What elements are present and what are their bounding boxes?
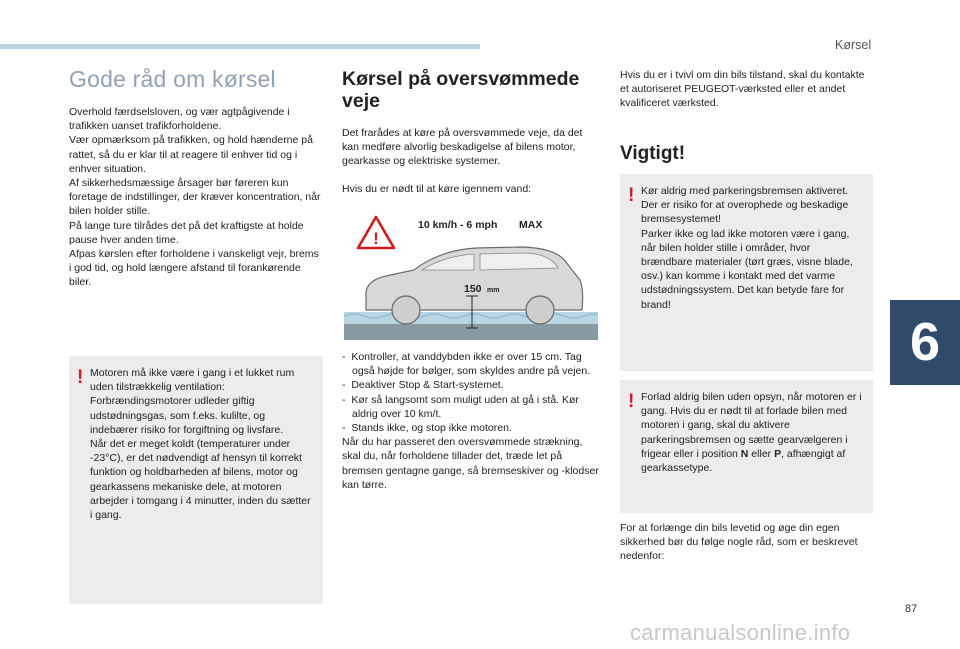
step-item: - Deaktiver Stop & Start-systemet. — [342, 379, 504, 392]
warning-text-part: eller — [748, 447, 775, 460]
warning-box-unattended — [620, 380, 873, 513]
triangle-exclamation: ! — [373, 229, 379, 248]
max-label: MAX — [519, 219, 543, 231]
page-number: 87 — [905, 603, 918, 615]
speed-label: 10 km/h - 6 mph — [418, 219, 498, 231]
gear-position-n: N — [740, 447, 749, 460]
middle-column — [342, 68, 598, 196]
running-head: Kørsel — [835, 38, 872, 52]
warning-text-part: , afhængigt af gearkassetype. — [641, 447, 846, 475]
warning-exclamation-icon: ! — [628, 185, 635, 206]
step-item: - Kontroller, at vanddybden ikke er over 15 cm. Tag også højde for bølger, som skyldes andre på vejen. — [342, 351, 591, 378]
flooded-intro: Det frarådes at køre på oversvømmede veje, da det kan medføre alvorlig beskadigelse af bilens motor, gearkasse og elektriske systemer. — [342, 127, 583, 168]
right-column-outro — [620, 521, 874, 564]
depth-unit-label: mm — [487, 287, 500, 294]
workshop-paragraph: Hvis du er i tvivl om din bils tilstand, skal du kontakte et autoriseret PEUGEOT-værksted eller et andet kvalificeret værksted. — [620, 69, 865, 110]
flooded-road-illustration — [344, 212, 598, 340]
top-accent-bar — [0, 44, 480, 49]
step-item: - Stands ikke, og stop ikke motoren. — [342, 422, 512, 435]
section-title-flooded-roads: Kørsel på oversvømmede veje — [342, 68, 580, 112]
gear-position-p: P — [774, 447, 782, 460]
flooded-lead: Hvis du er nødt til at køre igennem vand: — [342, 182, 532, 195]
chapter-tab: 6 — [890, 300, 960, 385]
step-item: - Kør så langsomt som muligt uden at gå i stå. Kør aldrig over 10 km/t. — [342, 393, 579, 420]
right-column-intro — [620, 68, 874, 111]
watermark: carmanualsonline.info — [630, 620, 851, 645]
section-title-important: Vigtigt! — [620, 143, 686, 164]
warning-text: Kør aldrig med parkeringsbremsen aktiveret. Der er risiko for at overophede og beskadige bremsesystemet! Parker ikke og lad ikke motoren være i gang, når bilen holder stille i områder, hvor brændbare materialer (tørt græs, visne blade, osv.) kan komme i kontakt med det varme udstødningssystem. Det kan betyde fare for brand! — [641, 185, 853, 311]
warning-exclamation-icon: ! — [77, 367, 84, 388]
flooded-outro: Når du har passeret den oversvømmede strækning, skal du, når forholdene tillader det, træde let på bremsen gentagne gange, så bremseskiver og -klodser kan tørre. — [342, 436, 599, 491]
lifetime-paragraph: For at forlænge din bils levetid og øge din egen sikkerhed bør du følge nogle råd, som er beskrevet nedenfor: — [620, 522, 858, 563]
section-title-driving-tips: Gode råd om kørsel — [69, 66, 276, 92]
front-wheel — [392, 296, 420, 324]
driving-tips-paragraph: Overhold færdselsloven, og vær agtpågivende i trafikken uanset trafikforholdene. Vær opmærksom på trafikken, og hold hænderne på rattet, så du er klar til at reagere til enhver tid og i enhver situation. Af sikkerhedsmæssige årsager bør føreren kun foretage de indstillinger, der kræver koncentration, når bilen holder stille. På lange ture tilrådes det på det kraftigste at holde pause hver anden time. Afpas kørslen efter forholdene i vanskeligt vejr, brems i god tid, og hold længere afstand til forankørende biler. — [69, 106, 321, 289]
warning-box-parking-brake — [620, 174, 873, 371]
warning-text — [641, 390, 863, 475]
depth-label: 150 — [464, 283, 482, 295]
warning-text-part: Forlad aldrig bilen uden opsyn, når motoren er i gang. Hvis du er nødt til at forlade bilen med motoren i gang, skal du aktivere parkeringsbremsen og sætte gearvælgeren i frigear eller i position — [641, 391, 862, 460]
left-column — [69, 66, 323, 290]
rear-wheel — [526, 296, 554, 324]
road-surface — [344, 324, 598, 340]
warning-exclamation-icon: ! — [628, 391, 635, 412]
middle-column-steps — [342, 350, 600, 492]
warning-box-engine-enclosed — [69, 356, 323, 604]
warning-text: Motoren må ikke være i gang i et lukket rum uden tilstrækkelig ventilation: Forbrændingsmotorer udleder giftig udstødningsgas, som f.eks. kulilte, og indebærer risiko for forgiftning og livsfare. Når det er meget koldt (temperaturer under -23°C), er det nødvendigt af hensyn til korrekt funktion og holdbarheden af bilens, motor og gearkassens mekaniske dele, at motoren arbejder i tomgang i 4 minutter, inden du sætter i gang. — [90, 367, 311, 522]
